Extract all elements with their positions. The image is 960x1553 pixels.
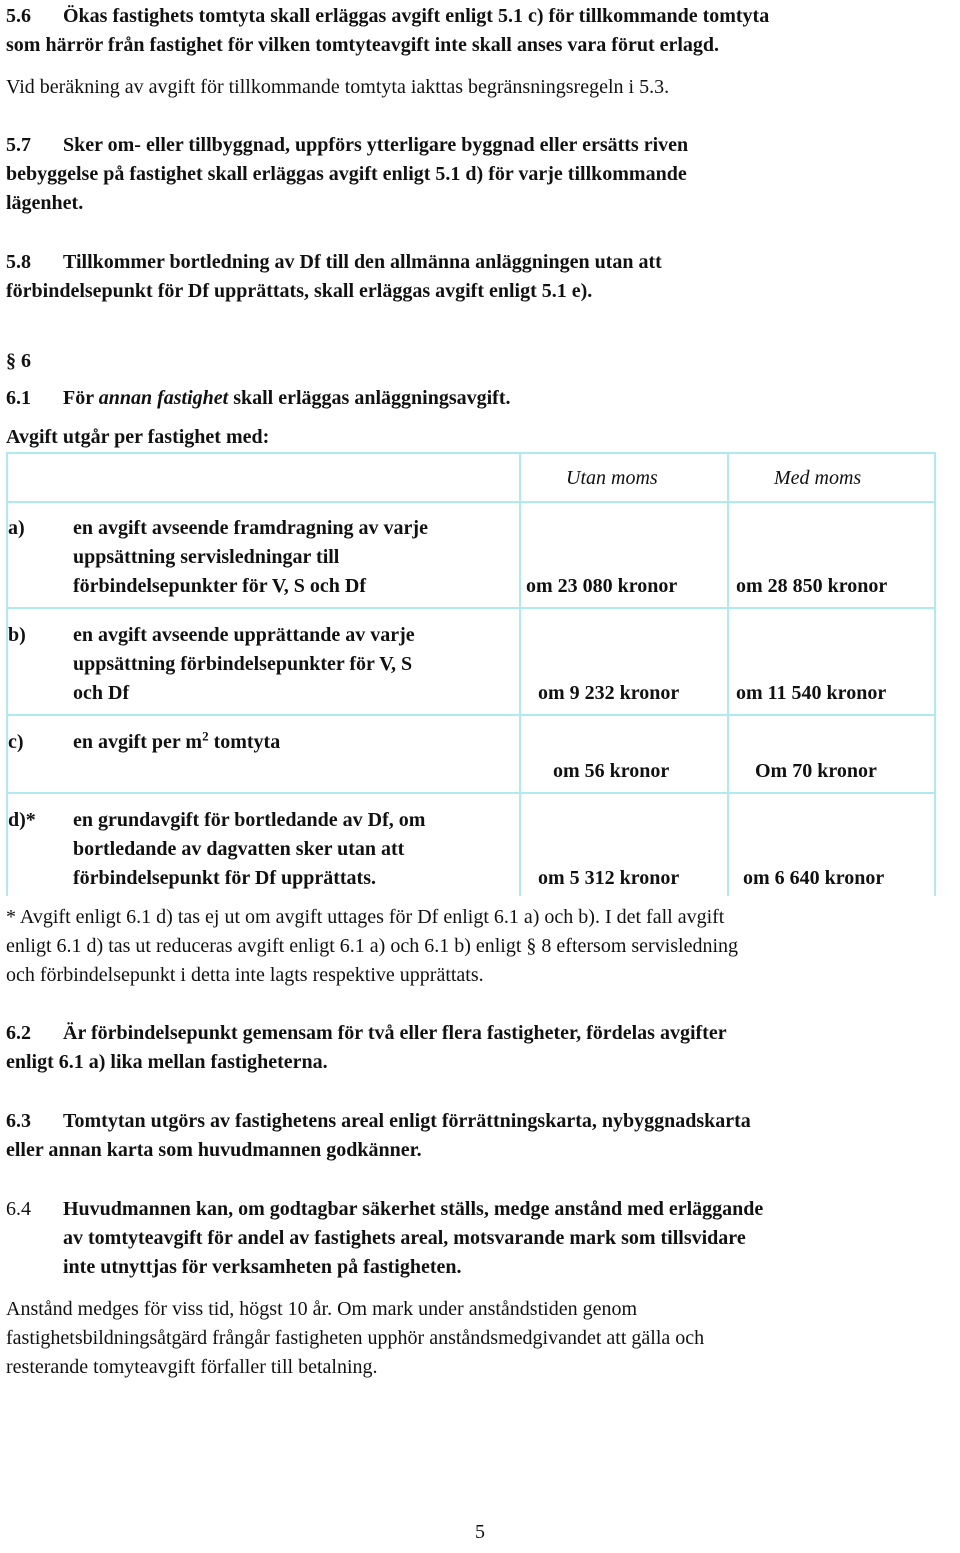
row-label: c) <box>8 731 24 753</box>
table-rule <box>519 452 521 896</box>
row-description-line: uppsättning förbindelsepunkter för V, S <box>73 653 413 675</box>
row-label: b) <box>8 624 26 646</box>
amount-excl-vat: om 9 232 kronor <box>538 682 680 704</box>
section-5-6-note: Vid beräkning av avgift för tillkommande tomtyta iakttas begränsningsregeln i 5.3. <box>6 76 670 98</box>
amount-excl-vat: om 23 080 kronor <box>526 575 678 597</box>
amount-incl-vat: Om 70 kronor <box>755 760 877 782</box>
row-description-line <box>73 728 280 757</box>
section-6-4-line-3: inte utnyttjas för verksamheten på fastigheten. <box>63 1256 462 1278</box>
row-label: a) <box>8 517 25 539</box>
row-description-line: förbindelsepunkt för Df upprättats. <box>73 867 376 889</box>
table-rule <box>6 452 936 454</box>
closing-line-3: resterande tomyteavgift förfaller till betalning. <box>6 1356 378 1378</box>
row-description-line: en avgift avseende framdragning av varje <box>73 517 428 539</box>
section-6-3-line-2: eller annan karta som huvudmannen godkänner. <box>6 1139 422 1161</box>
superscript: 2 <box>202 728 209 744</box>
section-text: Huvudmannen kan, om godtagbar säkerhet ställs, medge anstånd med erläggande <box>63 1198 764 1220</box>
table-rule <box>934 452 936 896</box>
amount-excl-vat: om 56 kronor <box>553 760 670 782</box>
section-number: 5.6 <box>6 5 31 27</box>
section-text: Tomtytan utgörs av fastighetens areal enligt förrättningskarta, nybyggnadskarta <box>63 1110 751 1132</box>
table-rule <box>6 501 936 503</box>
row-text: en avgift per m <box>73 731 203 753</box>
table-rule <box>6 607 936 609</box>
paragraph-symbol: § <box>6 350 16 372</box>
table-rule <box>727 452 729 896</box>
section-number: 5.7 <box>6 134 31 156</box>
section-5-6-line-1 <box>6 2 769 31</box>
row-label: d)* <box>8 809 36 831</box>
table-rule <box>6 792 936 794</box>
fee-table <box>6 452 936 896</box>
section-5-7-line-3: lägenhet. <box>6 192 84 214</box>
row-description-line: uppsättning servisledningar till <box>73 546 340 568</box>
header-excl-vat: Utan moms <box>566 467 658 489</box>
section-number: 6.4 <box>6 1198 31 1220</box>
section-text: Ökas fastighets tomtyta skall erläggas avgift enligt 5.1 c) för tillkommande tomtyta <box>63 5 770 27</box>
amount-incl-vat: om 6 640 kronor <box>743 867 885 889</box>
amount-excl-vat: om 5 312 kronor <box>538 867 680 889</box>
paragraph-6-heading <box>6 347 31 376</box>
row-description-line: en avgift avseende upprättande av varje <box>73 624 415 646</box>
section-text-italic: annan fastighet <box>98 387 229 409</box>
section-5-7-line-1 <box>6 131 688 160</box>
section-number: 5.8 <box>6 251 31 273</box>
section-6-2-line-1 <box>6 1019 727 1048</box>
row-description-line: en grundavgift för bortledande av Df, om <box>73 809 426 831</box>
amount-incl-vat: om 11 540 kronor <box>736 682 887 704</box>
section-6-1-line <box>6 384 510 413</box>
section-5-6-line-2: som härrör från fastighet för vilken tomtyteavgift inte skall anses vara förut erlagd. <box>6 34 720 56</box>
section-number: 6.3 <box>6 1110 31 1132</box>
closing-line-1: Anstånd medges för viss tid, högst 10 år. Om mark under anståndstiden genom <box>6 1298 638 1320</box>
section-text: Är förbindelsepunkt gemensam för två eller flera fastigheter, fördelas avgifter <box>63 1022 727 1044</box>
closing-line-2: fastighetsbildningsåtgärd frångår fastigheten upphör anståndsmedgivandet att gälla och <box>6 1327 705 1349</box>
footnote-line-1: * Avgift enligt 6.1 d) tas ej ut om avgift uttages för Df enligt 6.1 a) och b). I det fall avgift <box>6 906 725 928</box>
section-6-2-line-2: enligt 6.1 a) lika mellan fastigheterna. <box>6 1051 328 1073</box>
section-5-7-line-2: bebyggelse på fastighet skall erläggas avgift enligt 5.1 d) för varje tillkommande <box>6 163 687 185</box>
section-6-1-intro: Avgift utgår per fastighet med: <box>6 426 270 448</box>
row-text: tomtyta <box>208 731 281 753</box>
section-6-4-line-1 <box>6 1195 763 1224</box>
section-text-pre: För <box>63 387 94 409</box>
section-6-3-line-1 <box>6 1107 751 1136</box>
section-text: Sker om- eller tillbyggnad, uppförs ytterligare byggnad eller ersätts riven <box>63 134 689 156</box>
section-5-8-line-2: förbindelsepunkt för Df upprättats, skall erläggas avgift enligt 5.1 e). <box>6 280 593 302</box>
section-number: 6.2 <box>6 1022 31 1044</box>
header-incl-vat: Med moms <box>774 467 862 489</box>
footnote-line-3: och förbindelsepunkt i detta inte lagts respektive upprättats. <box>6 964 484 986</box>
row-description-line: förbindelsepunkter för V, S och Df <box>73 575 367 597</box>
table-rule <box>6 714 936 716</box>
paragraph-number: 6 <box>21 350 31 372</box>
row-description-line: bortledande av dagvatten sker utan att <box>73 838 405 860</box>
section-number: 6.1 <box>6 387 31 409</box>
section-6-4-line-2: av tomtyteavgift för andel av fastighets areal, motsvarande mark som tillsvidare <box>63 1227 746 1249</box>
section-text-post: skall erläggas anläggningsavgift. <box>233 387 511 409</box>
footnote-line-2: enligt 6.1 d) tas ut reduceras avgift enligt 6.1 a) och 6.1 b) enligt § 8 eftersom servisledning <box>6 935 739 957</box>
section-5-8-line-1 <box>6 248 662 277</box>
section-text: Tillkommer bortledning av Df till den allmänna anläggningen utan att <box>63 251 662 273</box>
amount-incl-vat: om 28 850 kronor <box>736 575 888 597</box>
page-number: 5 <box>475 1521 485 1543</box>
row-description-line: och Df <box>73 682 130 704</box>
